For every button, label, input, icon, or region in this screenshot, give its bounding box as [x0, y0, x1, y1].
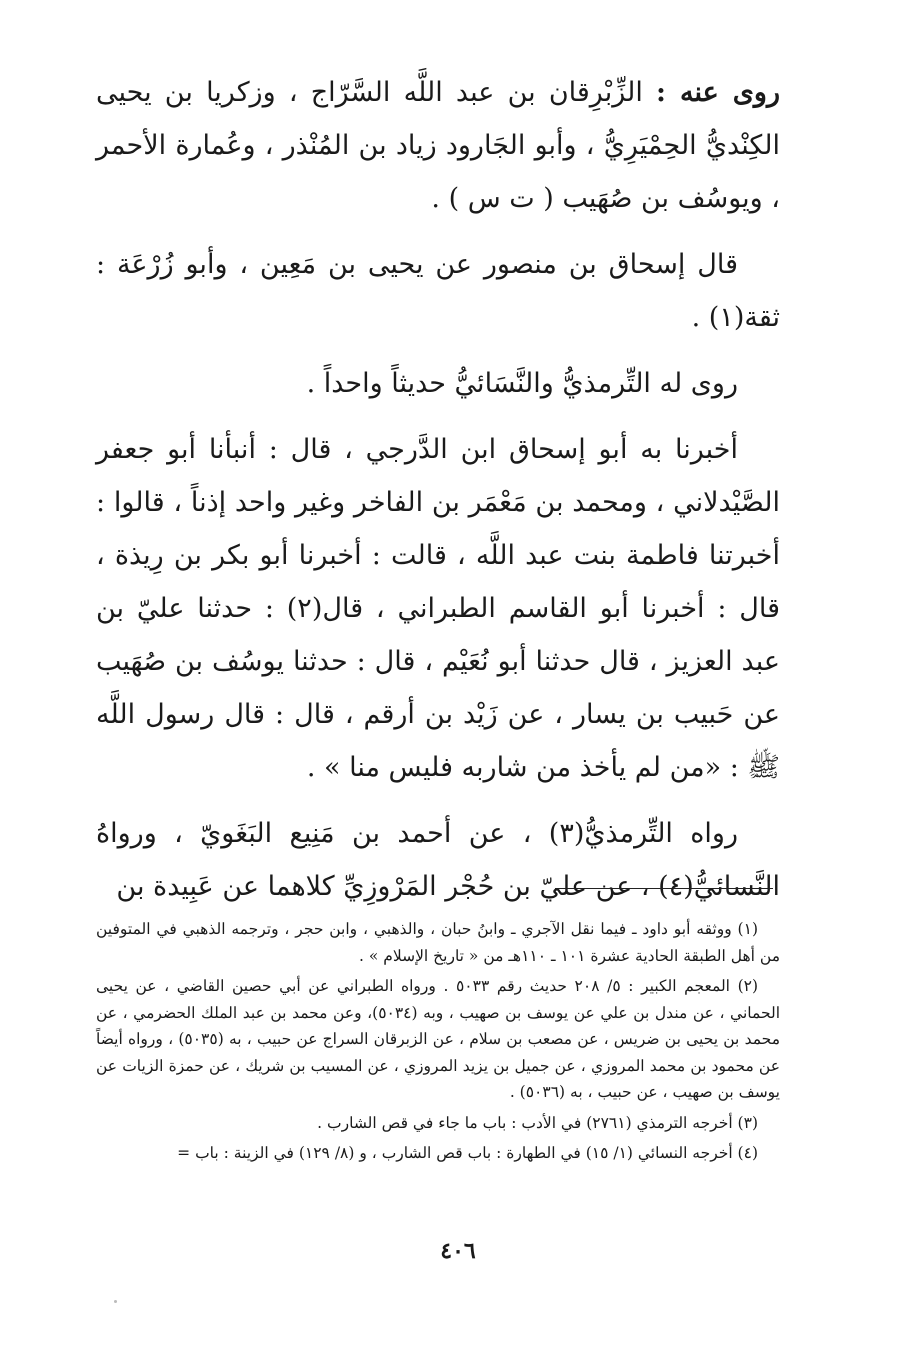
paragraph-isnad: أخبرنا به أبو إسحاق ابن الدَّرجي ، قال : أنبأنا أبو جعفر الصَّيْدلاني ، ومحمد بن مَعْمَر بن الفاخر وغير واحد إذناً ، قالوا : أخبرتنا فاطمة بنت عبد اللَّه ، قالت : أخبرنا أبو بكر بن رِيذة ، قال : أخبرنا أبو القاسم الطبراني ، قال(٢) : حدثنا عليّ بن عبد العزيز ، قال حدثنا أبو نُعَيْم ، قال : حدثنا يوسُف بن صُهَيب عن حَبيب بن يسار ، عن زَيْد بن أرقم ، قال : قال رسول اللَّه ﷺ : «من لم يأخذ من شاربه فليس منا » . — [96, 434, 780, 783]
paragraph-transmitters: روى له التِّرمذيُّ والنَّسَائيُّ حديثاً واحداً . — [306, 368, 738, 399]
page-number: ٤٠٦ — [440, 1238, 476, 1264]
paragraph-narrators-text: الزِّبْرِقان بن عبد اللَّه السَّرّاج ، وزكريا بن يحيى الكِنْديُّ الحِمْيَرِيُّ ، وأبو الجَارود زياد بن المُنْذر ، وعُمارة الأحمر ، ويوسُف بن صُهَيب ( ت س ) . — [96, 77, 780, 214]
paragraph-grading: قال إسحاق بن منصور عن يحيى بن مَعِين ، وأبو زُرْعَة : ثقة(١) . — [96, 249, 780, 333]
paragraph-sources: رواه التِّرمذيُّ(٣) ، عن أحمد بن مَنِيع البَغَويّ ، ورواهُ النَّسائيُّ(٤) ، عن عليّ بن حُجْر المَرْوزِيِّ كلاهما عن عَبِيدة بن — [96, 818, 780, 902]
footnote-4: (٤) أخرجه النسائي (١/ ١٥) في الطهارة : باب قص الشارب ، و (٨/ ١٢٩) في الزينة : باب = — [177, 1144, 758, 1162]
paragraph-narrators — [96, 66, 780, 225]
footnotes — [96, 916, 780, 1171]
main-text — [96, 66, 780, 926]
footnote-3: (٣) أخرجه الترمذي (٢٧٦١) في الأدب : باب ما جاء في قص الشارب . — [317, 1113, 758, 1132]
scan-speck — [114, 1300, 117, 1303]
footnote-2: (٢) المعجم الكبير : ٥/ ٢٠٨ حديث رقم ٥٠٣٣ . ورواه الطبراني عن أبي حصين القاضي ، عن يحيى الحماني ، عن مندل بن علي عن يوسف بن صهيب ، وبه (٥٠٣٤)، وعن محمد بن عبد الملك الحضرمي ، عن محمد بن يحيى بن ضريس ، عن مصعب بن سلام ، عن الزبرقان السراج عن حبيب ، به (٥٠٣٥) ، ورواه أيضاً عن محمود بن محمد المروزي ، عن جميل بن يزيد المروزي ، عن المسيب بن شريك ، عن حمزة الزيات عن يوسف بن صهيب ، عن حبيب ، به (٥٠٣٦) . — [96, 977, 781, 1101]
section-lead: روى عنه : — [656, 77, 780, 108]
footnote-1: (١) ووثقه أبو داود ـ فيما نقل الآجري ـ وابنُ حبان ، والذهبي ، وابن حجر ، وترجمه الذهبي في المتوفين من أهل الطبقة الحادية عشرة ١٠١ ـ ١١٠هـ من « تاريخ الإسلام » . — [96, 920, 780, 965]
footnote-separator — [555, 888, 773, 889]
